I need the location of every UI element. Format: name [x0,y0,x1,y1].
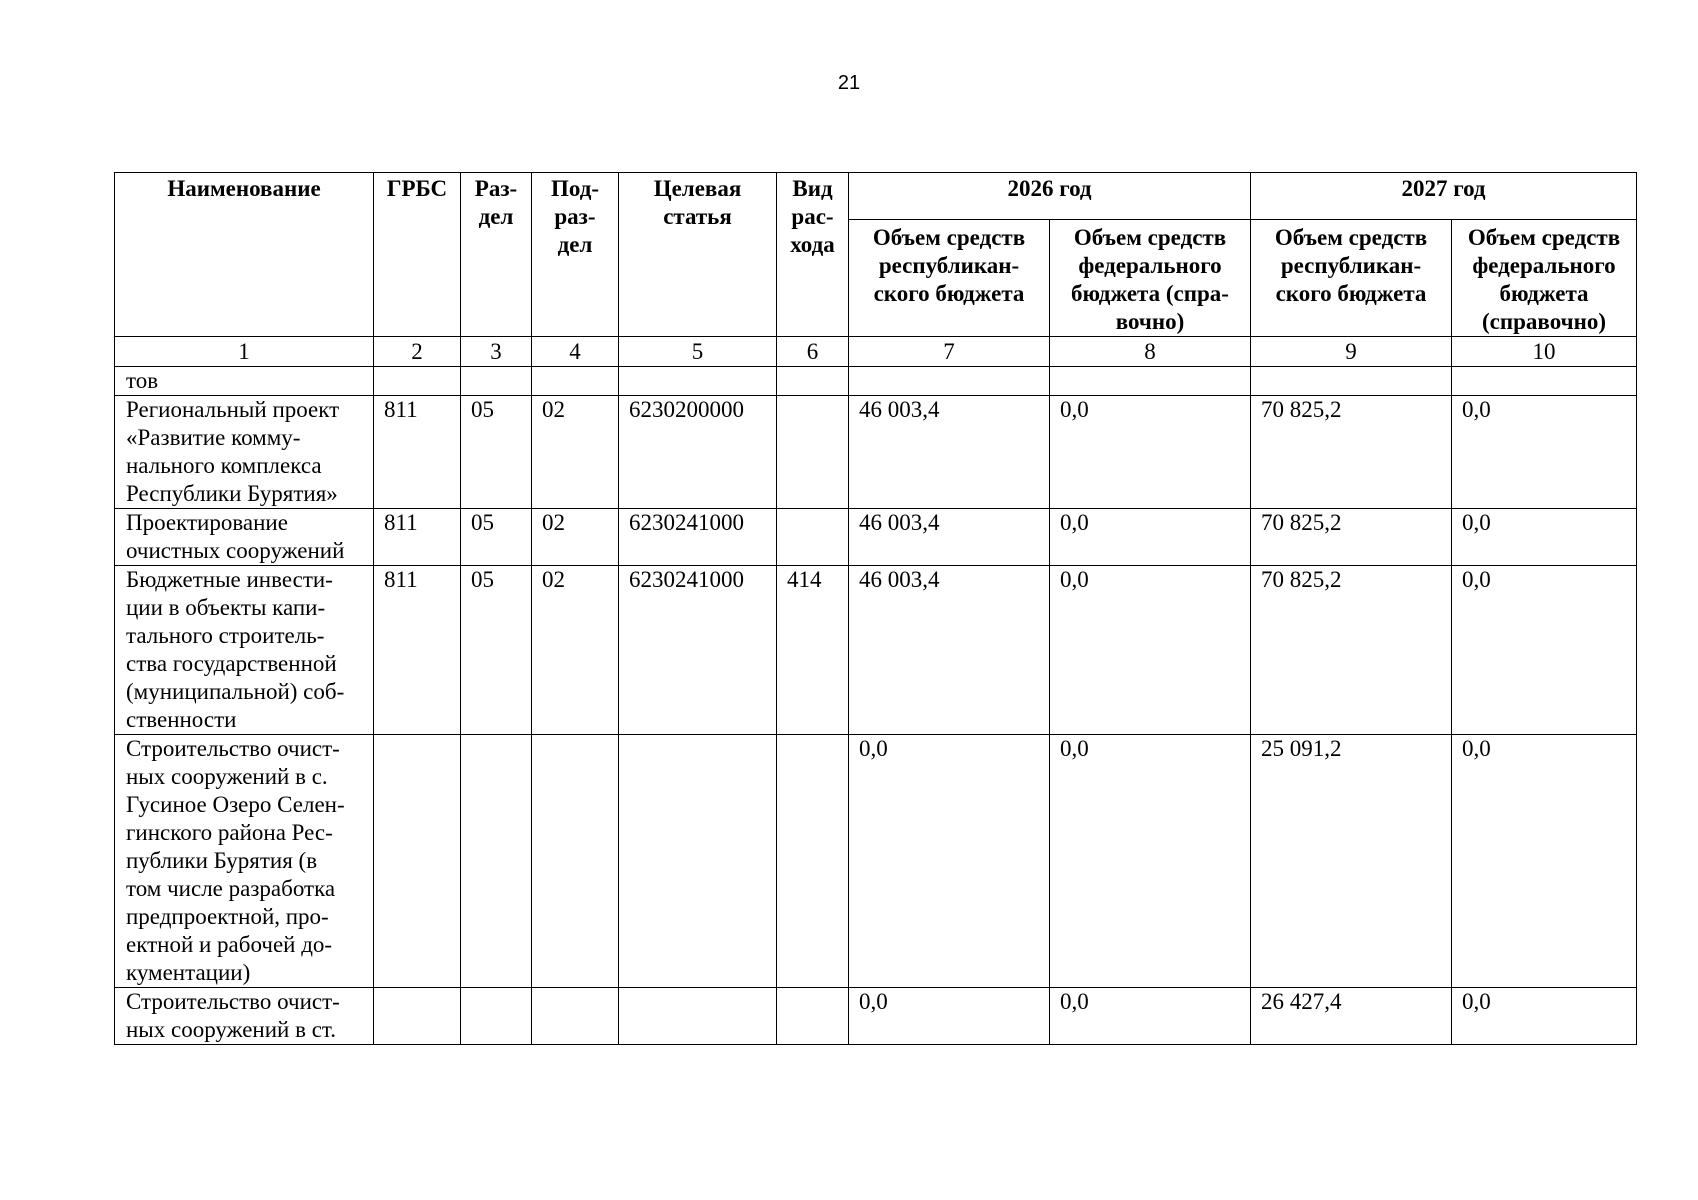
header-tselevaya [619,173,777,337]
column-number: 9 [1251,337,1452,367]
cell-name: Строительство очист- ных сооружений в ст. [115,988,374,1045]
header-name-text: Наименование [167,176,321,201]
column-number: 1 [115,337,374,367]
header-razdel [461,173,532,337]
header-2026-federal-text: Объем средств федерального бюджета (спра- вочно) [1071,225,1229,334]
cell-podrazdel: 02 [532,396,619,509]
cell-tselevaya: 6230241000 [619,566,777,735]
cell-vid: 414 [777,566,849,735]
cell-grbs: 811 [374,396,461,509]
header-2027-federal [1452,220,1637,337]
cell-2026-republic: 46 003,4 [849,509,1050,566]
cell-2027-federal: 0,0 [1452,566,1637,735]
table-row [115,396,1637,509]
header-podrazdel-text: Под- раз- дел [550,176,600,257]
cell-razdel [461,367,532,396]
header-name [115,173,374,337]
cell-name: Региональный проект «Развитие комму- нального комплекса Республики Бурятия» [115,396,374,509]
cell-name: тов [115,367,374,396]
cell-2026-republic: 46 003,4 [849,396,1050,509]
cell-tselevaya [619,735,777,988]
cell-2027-republic [1251,367,1452,396]
cell-tselevaya: 6230200000 [619,396,777,509]
cell-2027-republic: 70 825,2 [1251,396,1452,509]
cell-2027-republic: 70 825,2 [1251,566,1452,735]
header-2026-federal [1050,220,1251,337]
column-number: 5 [619,337,777,367]
column-number-row [115,337,1637,367]
cell-2026-federal: 0,0 [1050,988,1251,1045]
cell-razdel: 05 [461,566,532,735]
cell-2027-republic: 26 427,4 [1251,988,1452,1045]
header-year-2027-text: 2027 год [1401,176,1486,201]
cell-vid [777,735,849,988]
cell-2026-federal: 0,0 [1050,735,1251,988]
header-razdel-text: Раз- дел [474,176,518,229]
header-tselevaya-text: Целевая статья [653,176,742,229]
cell-grbs [374,988,461,1045]
table-row [115,367,1637,396]
header-vid [777,173,849,337]
cell-2026-federal [1050,367,1251,396]
cell-2026-republic: 46 003,4 [849,566,1050,735]
cell-2026-federal: 0,0 [1050,566,1251,735]
page-number: 21 [837,72,861,94]
column-number: 2 [374,337,461,367]
cell-2026-federal: 0,0 [1050,509,1251,566]
cell-2027-republic: 70 825,2 [1251,509,1452,566]
cell-2027-federal: 0,0 [1452,396,1637,509]
table-body [115,367,1637,1045]
cell-2027-federal [1452,367,1637,396]
cell-tselevaya [619,988,777,1045]
cell-grbs [374,735,461,988]
header-grbs [374,173,461,337]
header-2027-republic [1251,220,1452,337]
column-number: 4 [532,337,619,367]
cell-2026-republic: 0,0 [849,988,1050,1045]
cell-podrazdel [532,367,619,396]
column-number: 7 [849,337,1050,367]
cell-vid [777,367,849,396]
header-podrazdel [532,173,619,337]
table-row [115,566,1637,735]
cell-podrazdel: 02 [532,566,619,735]
cell-2026-federal: 0,0 [1050,396,1251,509]
header-year-2026-text: 2026 год [1007,176,1092,201]
cell-vid [777,988,849,1045]
column-number: 6 [777,337,849,367]
header-grbs-text: ГРБС [386,176,448,201]
cell-podrazdel [532,988,619,1045]
header-2026-republic [849,220,1050,337]
cell-podrazdel [532,735,619,988]
column-number: 10 [1452,337,1637,367]
cell-2027-federal: 0,0 [1452,988,1637,1045]
header-2027-federal-text: Объем средств федерального бюджета (справочно) [1467,225,1621,334]
cell-vid [777,509,849,566]
cell-tselevaya [619,367,777,396]
column-number: 3 [461,337,532,367]
cell-tselevaya: 6230241000 [619,509,777,566]
cell-grbs: 811 [374,566,461,735]
cell-vid [777,396,849,509]
cell-2027-federal: 0,0 [1452,509,1637,566]
cell-razdel [461,988,532,1045]
cell-2027-republic: 25 091,2 [1251,735,1452,988]
cell-2027-federal: 0,0 [1452,735,1637,988]
table-row [115,988,1637,1045]
cell-podrazdel: 02 [532,509,619,566]
header-2027-republic-text: Объем средств республикан- ского бюджета [1274,225,1428,306]
table-row [115,509,1637,566]
cell-razdel [461,735,532,988]
header-year-2026 [849,173,1251,220]
cell-grbs: 811 [374,509,461,566]
cell-name: Строительство очист- ных сооружений в с. Гусиное Озеро Селен- гинского района Рес- публики Бурятия (в том числе разработка предпроектной, про- ектной и рабочей до- кументации) [115,735,374,988]
header-2026-republic-text: Объем средств республикан- ского бюджета [872,225,1026,306]
budget-table [114,172,1637,1045]
cell-2026-republic [849,367,1050,396]
cell-razdel: 05 [461,509,532,566]
column-number: 8 [1050,337,1251,367]
cell-2026-republic: 0,0 [849,735,1050,988]
table-row [115,735,1637,988]
cell-name: Бюджетные инвести- ции в объекты капи- тального строитель- ства государственной (муниципальной) соб- ственности [115,566,374,735]
header-year-2027 [1251,173,1637,220]
cell-grbs [374,367,461,396]
cell-name: Проектирование очистных сооружений [115,509,374,566]
cell-razdel: 05 [461,396,532,509]
header-vid-text: Вид рас- хода [790,176,835,257]
